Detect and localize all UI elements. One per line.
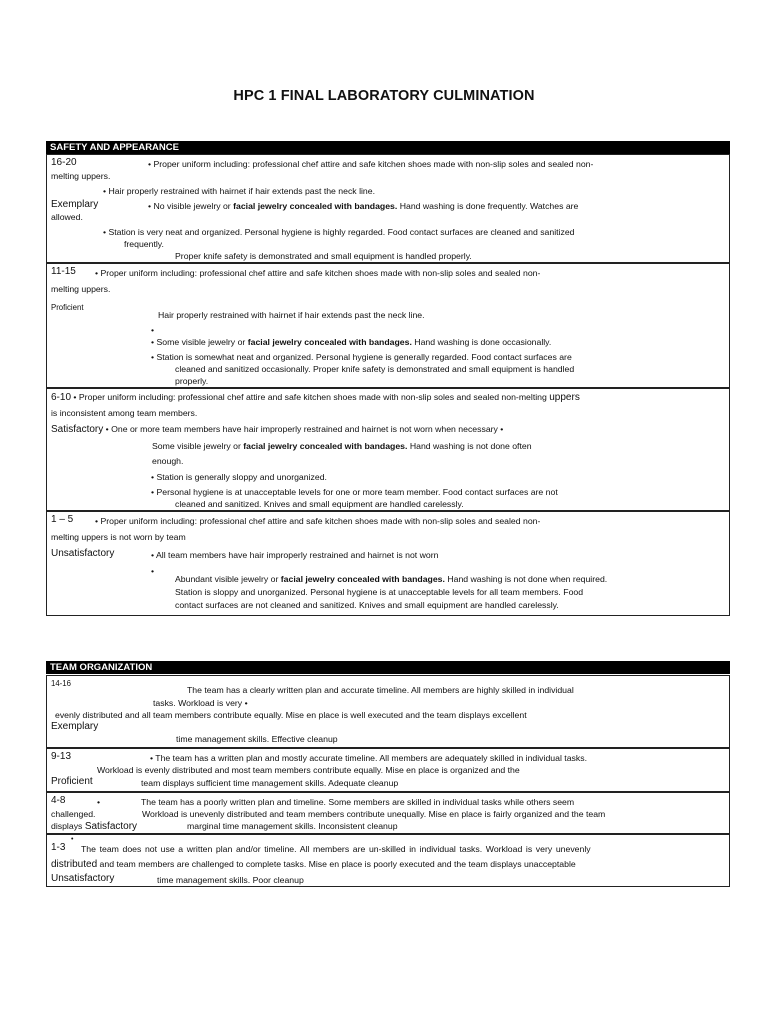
criteria-line: • No visible jewelry or facial jewelry concealed with bandages. Hand washing is done frequently. Watches are <box>148 201 579 211</box>
criteria-line: melting uppers. <box>51 284 111 294</box>
rubric-row-safety-satisfactory <box>46 388 730 511</box>
criteria-line: • Personal hygiene is at unacceptable levels for one or more team member. Food contact surfaces are not <box>151 487 558 497</box>
criteria-line: • <box>71 836 74 843</box>
criteria-line: contact surfaces are not cleaned and sanitized. Knives and small equipment are handled carelessly. <box>175 600 559 610</box>
criteria-line: • <box>97 797 101 807</box>
criteria-line: The team has a poorly written plan and timeline. Some members are skilled in individual tasks while others seem <box>141 797 575 807</box>
section-header-safety: SAFETY AND APPEARANCE <box>46 141 730 154</box>
criteria-line: • Some visible jewelry or facial jewelry concealed with bandages. Hand washing is done occasionally. <box>151 337 552 347</box>
score-range: 1-3 <box>51 842 66 853</box>
criteria-line: distributed and team members are challenged to complete tasks. Mise en place is poorly executed and the team displays unacceptable <box>51 859 576 870</box>
performance-level: Proficient <box>51 776 93 787</box>
score-range: 14-16 <box>51 679 71 688</box>
criteria-line: Hair properly restrained with hairnet if hair extends past the neck line. <box>158 310 425 320</box>
criteria-line: cleaned and sanitized. Knives and small equipment are handled carelessly. <box>175 499 464 509</box>
rubric-row-team-unsatisfactory <box>46 834 730 887</box>
criteria-line: Abundant visible jewelry or facial jewelry concealed with bandages. Hand washing is not done when required. <box>175 574 608 584</box>
rubric-row-safety-exemplary <box>46 154 730 263</box>
criteria-line: • Proper uniform including: professional chef attire and safe kitchen shoes made with non-slip soles and sealed non- <box>148 159 594 169</box>
criteria-line: • Proper uniform including: professional chef attire and safe kitchen shoes made with non-slip soles and sealed non- <box>95 516 541 526</box>
criteria-line: • <box>151 325 155 335</box>
criteria-line: • Station is very neat and organized. Personal hygiene is highly regarded. Food contact surfaces are cleaned and sanitized <box>103 227 575 237</box>
criteria-line: displays Satisfactory <box>51 821 138 832</box>
criteria-line: Some visible jewelry or facial jewelry concealed with bandages. Hand washing is not done often <box>152 441 532 451</box>
performance-level: Proficient <box>51 303 84 312</box>
criteria-line: 6-10 • Proper uniform including: professional chef attire and safe kitchen shoes made with non-slip soles and sealed non-melting uppers <box>51 392 580 403</box>
rubric-row-team-proficient <box>46 748 730 792</box>
criteria-line: melting uppers. <box>51 171 111 181</box>
criteria-line: cleaned and sanitized occasionally. Proper knife safety is demonstrated and small equipment is handled <box>175 364 575 374</box>
criteria-line: tasks. Workload is very • <box>153 698 248 708</box>
criteria-line: frequently. <box>124 239 164 249</box>
performance-level: Unsatisfactory <box>51 548 115 559</box>
score-range: 16-20 <box>51 157 77 168</box>
performance-level: Unsatisfactory <box>51 873 115 884</box>
criteria-line: properly. <box>175 376 209 386</box>
criteria-line: marginal time management skills. Inconsistent cleanup <box>187 821 398 831</box>
criteria-line: evenly distributed and all team members contribute equally. Mise en place is well executed and the team displays excellent <box>55 710 527 720</box>
criteria-line: challenged. <box>51 809 96 819</box>
criteria-line: time management skills. Effective cleanup <box>176 734 338 744</box>
criteria-line: team displays sufficient time management skills. Adequate cleanup <box>141 778 399 788</box>
rubric-row-team-exemplary <box>46 675 730 748</box>
criteria-line: • <box>151 566 155 576</box>
criteria-line: • Station is generally sloppy and unorganized. <box>151 472 327 482</box>
criteria-line: Proper knife safety is demonstrated and small equipment is handled properly. <box>175 251 472 261</box>
criteria-line: • The team has a written plan and mostly accurate timeline. All members are adequately skilled in individual tasks. <box>150 753 587 763</box>
performance-level: Exemplary <box>51 721 99 732</box>
criteria-line: Workload is evenly distributed and most team members contribute equally. Mise en place is organized and the <box>97 765 520 775</box>
rubric-row-safety-proficient <box>46 263 730 388</box>
criteria-line: • Station is somewhat neat and organized. Personal hygiene is generally regarded. Food contact surfaces are <box>151 352 572 362</box>
criteria-line: The team has a clearly written plan and accurate timeline. All members are highly skilled in individual <box>187 685 574 695</box>
criteria-line: allowed. <box>51 212 83 222</box>
score-range: 4-8 <box>51 795 66 806</box>
criteria-line: enough. <box>152 456 184 466</box>
section-header-team: TEAM ORGANIZATION <box>46 661 730 674</box>
criteria-line: Workload is unevenly distributed and team members contribute unequally. Mise en place is fairly organized and the team <box>142 809 606 819</box>
score-range: 11-15 <box>51 266 76 277</box>
page-title: HPC 1 FINAL LABORATORY CULMINATION <box>233 88 535 104</box>
score-range: 9-13 <box>51 751 72 762</box>
criteria-line: is inconsistent among team members. <box>51 408 198 418</box>
criteria-line: The team does not use a written plan and/or timeline. All members are un-skilled in individual tasks. Workload is very unevenly <box>81 844 591 854</box>
criteria-line: Station is sloppy and unorganized. Personal hygiene is at unacceptable levels for all team members. Food <box>175 587 584 597</box>
score-range: 1 – 5 <box>51 514 74 525</box>
rubric-row-team-satisfactory <box>46 792 730 834</box>
criteria-line: time management skills. Poor cleanup <box>157 875 304 885</box>
criteria-line: • Hair properly restrained with hairnet if hair extends past the neck line. <box>103 186 376 196</box>
criteria-line: • All team members have hair improperly restrained and hairnet is not worn <box>151 550 439 560</box>
criteria-line: melting uppers is not worn by team <box>51 532 186 542</box>
criteria-line: Satisfactory • One or more team members have hair improperly restrained and hairnet is not worn when necessary • <box>51 424 504 435</box>
criteria-line: • Proper uniform including: professional chef attire and safe kitchen shoes made with non-slip soles and sealed non- <box>95 268 541 278</box>
rubric-row-safety-unsatisfactory <box>46 511 730 616</box>
performance-level: Exemplary <box>51 199 99 210</box>
